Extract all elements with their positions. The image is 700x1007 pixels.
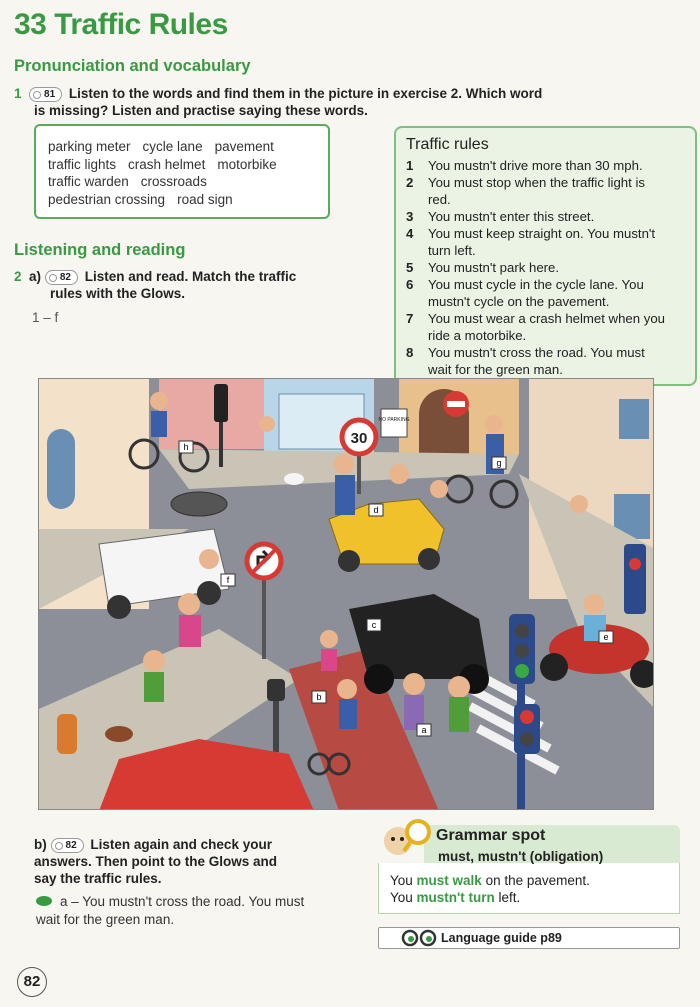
rule-text: You mustn't park here. bbox=[428, 260, 560, 275]
vocab-word: crash helmet bbox=[128, 156, 206, 172]
example-answer-2b bbox=[36, 893, 336, 928]
glow-label: b bbox=[316, 692, 322, 702]
vocab-word: traffic warden bbox=[48, 174, 129, 189]
grammar-subtitle: must, mustn't (obligation) bbox=[438, 849, 604, 864]
traffic-rules-title: Traffic rules bbox=[406, 136, 489, 153]
vocab-row bbox=[48, 156, 316, 174]
language-guide-link[interactable] bbox=[378, 927, 680, 949]
no-parking-sign-text: NO PARKING bbox=[378, 417, 410, 423]
rule-item bbox=[406, 225, 687, 259]
rule-number: 7 bbox=[406, 311, 414, 326]
rule-text: You mustn't cross the road. You must bbox=[428, 345, 645, 360]
example-text: wait for the green man. bbox=[36, 911, 175, 927]
vocab-word: parking meter bbox=[48, 139, 131, 154]
vocab-word: pedestrian crossing bbox=[48, 191, 166, 207]
rule-number: 8 bbox=[406, 345, 414, 360]
rule-text: You mustn't enter this street. bbox=[428, 209, 595, 224]
rule-text: wait for the green man. bbox=[428, 362, 563, 377]
rule-item bbox=[406, 208, 687, 225]
exercise-2b-instructions bbox=[34, 836, 334, 887]
rule-number: 2 bbox=[406, 175, 414, 190]
rule-text: You must keep straight on. You mustn't bbox=[428, 226, 656, 241]
rule-number: 5 bbox=[406, 260, 414, 275]
rule-text: red. bbox=[428, 192, 451, 207]
glow-label: e bbox=[603, 632, 609, 642]
rule-text: You must wear a crash helmet when you bbox=[428, 311, 666, 326]
glow-label: c bbox=[371, 620, 377, 630]
instruction-line: say the traffic rules. bbox=[34, 871, 162, 886]
rule-text: turn left. bbox=[428, 243, 476, 258]
rule-text: You must cycle in the cycle lane. You bbox=[428, 277, 644, 292]
vocab-word: traffic lights bbox=[48, 156, 117, 172]
exercise-number: 1 bbox=[14, 86, 22, 101]
vocab-word: crossroads bbox=[140, 174, 207, 189]
grammar-text: left. bbox=[494, 890, 521, 905]
vocabulary-box bbox=[34, 124, 330, 219]
rule-number: 1 bbox=[406, 158, 414, 173]
mascot-magnifier-icon bbox=[378, 817, 434, 863]
speed-limit-text: 30 bbox=[350, 430, 368, 447]
audio-track-icon[interactable]: 81 bbox=[29, 87, 62, 102]
audio-track-icon[interactable]: 82 bbox=[45, 270, 78, 285]
glow-label: h bbox=[183, 442, 189, 452]
glow-label: g bbox=[496, 458, 502, 468]
traffic-rules-box bbox=[394, 126, 697, 386]
rule-item bbox=[406, 310, 687, 344]
example-text: a – You mustn't cross the road. You must bbox=[60, 894, 305, 909]
instruction-line: rules with the Glows. bbox=[50, 286, 186, 301]
glow-label: f bbox=[226, 575, 230, 585]
rule-item bbox=[406, 344, 687, 378]
instruction-line: Listen to the words and find them in the picture in exercise 2. Which word bbox=[68, 86, 543, 101]
instruction-line bbox=[34, 836, 334, 853]
instruction-line: answers. Then point to the Glows and bbox=[34, 854, 278, 869]
page-number: 82 bbox=[17, 967, 47, 997]
rule-number: 4 bbox=[406, 226, 414, 241]
rule-text: ride a motorbike. bbox=[428, 328, 527, 343]
grammar-text: You bbox=[390, 890, 417, 905]
glow-label: d bbox=[373, 505, 379, 515]
grammar-highlight: mustn't turn bbox=[416, 890, 495, 905]
rule-text: mustn't cycle on the pavement. bbox=[428, 294, 610, 309]
rule-item bbox=[406, 259, 687, 276]
rule-text: You must stop when the traffic light is bbox=[428, 175, 645, 190]
exercise-part: b) bbox=[34, 837, 47, 852]
exercise-part: a) bbox=[29, 269, 42, 284]
audio-track-icon[interactable]: 82 bbox=[51, 838, 84, 853]
glasses-icon bbox=[401, 929, 437, 947]
exercise-2a-instructions bbox=[14, 268, 344, 302]
rule-number: 3 bbox=[406, 209, 414, 224]
language-guide-text: Language guide p89 bbox=[441, 931, 562, 945]
instruction-line: Listen and read. Match the traffic bbox=[84, 269, 297, 284]
vocab-row bbox=[48, 173, 316, 191]
instruction-text: Listen again and check your bbox=[90, 837, 272, 852]
section-heading-listening: Listening and reading bbox=[14, 241, 186, 259]
vocab-word: cycle lane bbox=[142, 139, 203, 154]
street-scene-svg bbox=[39, 379, 654, 810]
grammar-text: on the pavement. bbox=[481, 873, 590, 888]
grammar-body-bg bbox=[378, 863, 680, 914]
exercise-1-instructions bbox=[14, 85, 614, 119]
grammar-highlight: must walk bbox=[416, 873, 482, 888]
page-title: 33 Traffic Rules bbox=[14, 8, 228, 41]
street-scene-illustration bbox=[38, 378, 654, 810]
grammar-example bbox=[390, 873, 590, 888]
grammar-title: Grammar spot bbox=[436, 827, 546, 844]
exercise-number: 2 bbox=[14, 269, 22, 284]
grammar-spot-box bbox=[378, 817, 680, 914]
instruction-line: is missing? Listen and practise saying these words. bbox=[34, 103, 368, 118]
section-heading-pronunciation: Pronunciation and vocabulary bbox=[14, 57, 251, 75]
speech-bubble-icon bbox=[36, 896, 52, 906]
vocab-word: motorbike bbox=[217, 156, 277, 172]
grammar-text: You bbox=[390, 873, 417, 888]
grammar-example bbox=[390, 890, 520, 905]
rule-text: You mustn't drive more than 30 mph. bbox=[428, 158, 643, 173]
rule-item bbox=[406, 276, 687, 310]
glow-label: a bbox=[421, 725, 427, 735]
rule-item bbox=[406, 174, 687, 208]
vocab-word: pavement bbox=[214, 139, 274, 154]
vocab-row bbox=[48, 138, 316, 156]
example-answer: 1 – f bbox=[32, 310, 59, 325]
rule-number: 6 bbox=[406, 277, 414, 292]
vocab-row bbox=[48, 191, 316, 209]
rule-item bbox=[406, 157, 687, 174]
vocab-word: road sign bbox=[177, 191, 233, 207]
